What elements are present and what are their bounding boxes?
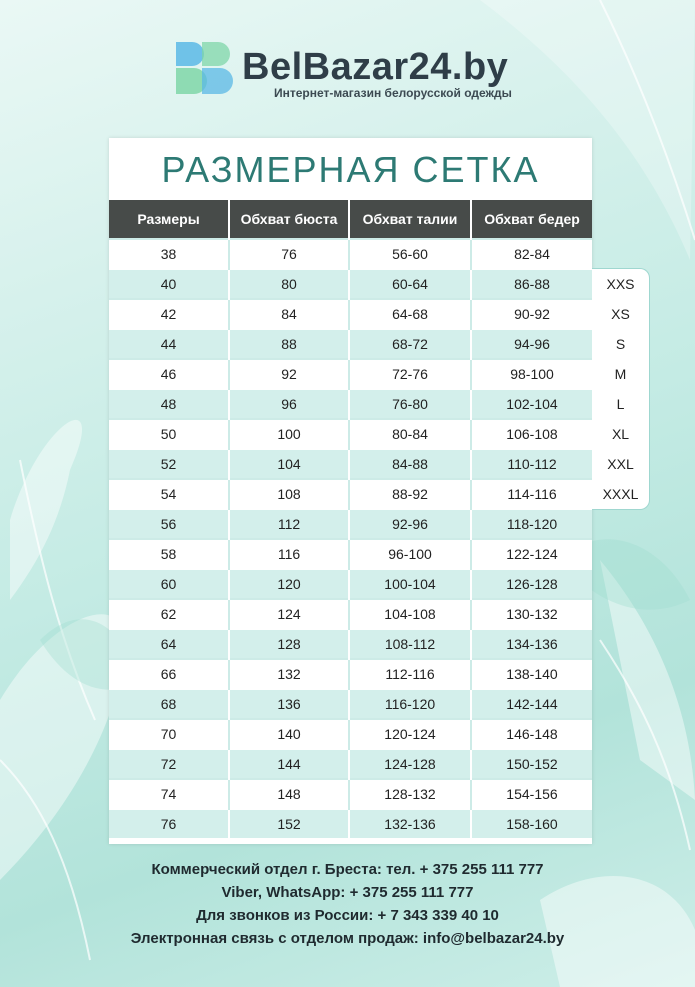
cell-hips: 146-148: [471, 719, 592, 749]
table-row: [109, 419, 592, 449]
cell-hips: 110-112: [471, 449, 592, 479]
table-row: [109, 659, 592, 689]
cell-waist: 84-88: [349, 449, 471, 479]
cell-bust: 152: [229, 809, 349, 838]
cell-waist: 92-96: [349, 509, 471, 539]
cell-bust: 144: [229, 749, 349, 779]
cell-bust: 108: [229, 479, 349, 509]
cell-bust: 84: [229, 299, 349, 329]
table-row: [109, 389, 592, 419]
cell-size: 66: [109, 659, 229, 689]
table-row: [109, 449, 592, 479]
cell-waist: 64-68: [349, 299, 471, 329]
cell-size: 40: [109, 269, 229, 299]
intl-size: XXS: [606, 276, 635, 292]
cell-waist: 72-76: [349, 359, 471, 389]
table-row: [109, 599, 592, 629]
cell-hips: 118-120: [471, 509, 592, 539]
cell-size: 48: [109, 389, 229, 419]
table-row: [109, 569, 592, 599]
cell-waist: 76-80: [349, 389, 471, 419]
cell-size: 38: [109, 239, 229, 269]
cell-bust: 124: [229, 599, 349, 629]
cell-waist: 116-120: [349, 689, 471, 719]
cell-size: 68: [109, 689, 229, 719]
cell-hips: 158-160: [471, 809, 592, 838]
intl-size: XXXL: [602, 486, 639, 502]
cell-waist: 108-112: [349, 629, 471, 659]
cell-bust: 76: [229, 239, 349, 269]
table-row: [109, 749, 592, 779]
cell-size: 54: [109, 479, 229, 509]
brand-logo[interactable]: [172, 38, 532, 104]
cell-waist: 80-84: [349, 419, 471, 449]
cell-size: 64: [109, 629, 229, 659]
cell-hips: 94-96: [471, 329, 592, 359]
cell-hips: 122-124: [471, 539, 592, 569]
table-row: [109, 479, 592, 509]
contact-phone-russia: Для звонков из России: + 7 343 339 40 10: [196, 907, 499, 924]
cell-waist: 128-132: [349, 779, 471, 809]
cell-size: 62: [109, 599, 229, 629]
size-table: [109, 200, 592, 838]
cell-hips: 154-156: [471, 779, 592, 809]
international-size-column: [592, 268, 650, 510]
cell-hips: 86-88: [471, 269, 592, 299]
brand-name: BelBazar24.by: [242, 46, 509, 88]
cell-bust: 148: [229, 779, 349, 809]
cell-hips: 138-140: [471, 659, 592, 689]
table-row: [109, 689, 592, 719]
intl-size: XS: [611, 306, 630, 322]
cell-waist: 60-64: [349, 269, 471, 299]
contact-messengers: Viber, WhatsApp: + 375 255 111 777: [221, 884, 474, 901]
cell-size: 42: [109, 299, 229, 329]
cell-hips: 126-128: [471, 569, 592, 599]
intl-size: S: [615, 336, 626, 352]
cell-size: 76: [109, 809, 229, 838]
cell-bust: 128: [229, 629, 349, 659]
cell-hips: 98-100: [471, 359, 592, 389]
cell-bust: 112: [229, 509, 349, 539]
cell-waist: 112-116: [349, 659, 471, 689]
table-row: [109, 269, 592, 299]
cell-waist: 132-136: [349, 809, 471, 838]
cell-waist: 56-60: [349, 239, 471, 269]
intl-size: XXL: [607, 456, 634, 472]
table-row: [109, 509, 592, 539]
table-row: [109, 299, 592, 329]
table-row: [109, 809, 592, 838]
size-chart-card: [109, 138, 592, 844]
cell-size: 56: [109, 509, 229, 539]
bb-monogram-icon: [172, 38, 238, 98]
cell-waist: 96-100: [349, 539, 471, 569]
cell-waist: 124-128: [349, 749, 471, 779]
cell-bust: 92: [229, 359, 349, 389]
contact-info: [0, 858, 695, 950]
cell-bust: 116: [229, 539, 349, 569]
header-hips: Обхват бедер: [471, 200, 592, 239]
table-row: [109, 719, 592, 749]
table-header-row: [109, 200, 592, 239]
cell-bust: 104: [229, 449, 349, 479]
header-size: Размеры: [109, 200, 229, 239]
header-bust: Обхват бюста: [229, 200, 349, 239]
cell-hips: 142-144: [471, 689, 592, 719]
cell-bust: 100: [229, 419, 349, 449]
cell-hips: 82-84: [471, 239, 592, 269]
cell-hips: 134-136: [471, 629, 592, 659]
cell-hips: 150-152: [471, 749, 592, 779]
intl-size: M: [614, 366, 627, 382]
table-row: [109, 629, 592, 659]
intl-size: L: [616, 396, 625, 412]
cell-waist: 100-104: [349, 569, 471, 599]
cell-bust: 136: [229, 689, 349, 719]
cell-bust: 120: [229, 569, 349, 599]
cell-hips: 114-116: [471, 479, 592, 509]
header-waist: Обхват талии: [349, 200, 471, 239]
cell-size: 52: [109, 449, 229, 479]
table-row: [109, 239, 592, 269]
intl-size: XL: [611, 426, 630, 442]
cell-hips: 106-108: [471, 419, 592, 449]
table-row: [109, 329, 592, 359]
cell-size: 72: [109, 749, 229, 779]
cell-hips: 130-132: [471, 599, 592, 629]
contact-phone-brest: Коммерческий отдел г. Бреста: тел. + 375 255 111 777: [151, 861, 544, 878]
cell-hips: 90-92: [471, 299, 592, 329]
brand-tagline: Интернет-магазин белорусской одежды: [274, 86, 512, 100]
cell-bust: 132: [229, 659, 349, 689]
cell-waist: 120-124: [349, 719, 471, 749]
cell-size: 50: [109, 419, 229, 449]
cell-bust: 80: [229, 269, 349, 299]
cell-size: 70: [109, 719, 229, 749]
cell-size: 46: [109, 359, 229, 389]
page-title: РАЗМЕРНАЯ СЕТКА: [161, 149, 540, 190]
cell-hips: 102-104: [471, 389, 592, 419]
table-row: [109, 539, 592, 569]
cell-bust: 88: [229, 329, 349, 359]
cell-bust: 96: [229, 389, 349, 419]
cell-waist: 104-108: [349, 599, 471, 629]
table-row: [109, 779, 592, 809]
cell-waist: 68-72: [349, 329, 471, 359]
cell-size: 58: [109, 539, 229, 569]
contact-email[interactable]: Электронная связь с отделом продаж: info@belbazar24.by: [130, 930, 565, 947]
cell-size: 60: [109, 569, 229, 599]
cell-bust: 140: [229, 719, 349, 749]
cell-size: 44: [109, 329, 229, 359]
cell-size: 74: [109, 779, 229, 809]
table-row: [109, 359, 592, 389]
cell-waist: 88-92: [349, 479, 471, 509]
